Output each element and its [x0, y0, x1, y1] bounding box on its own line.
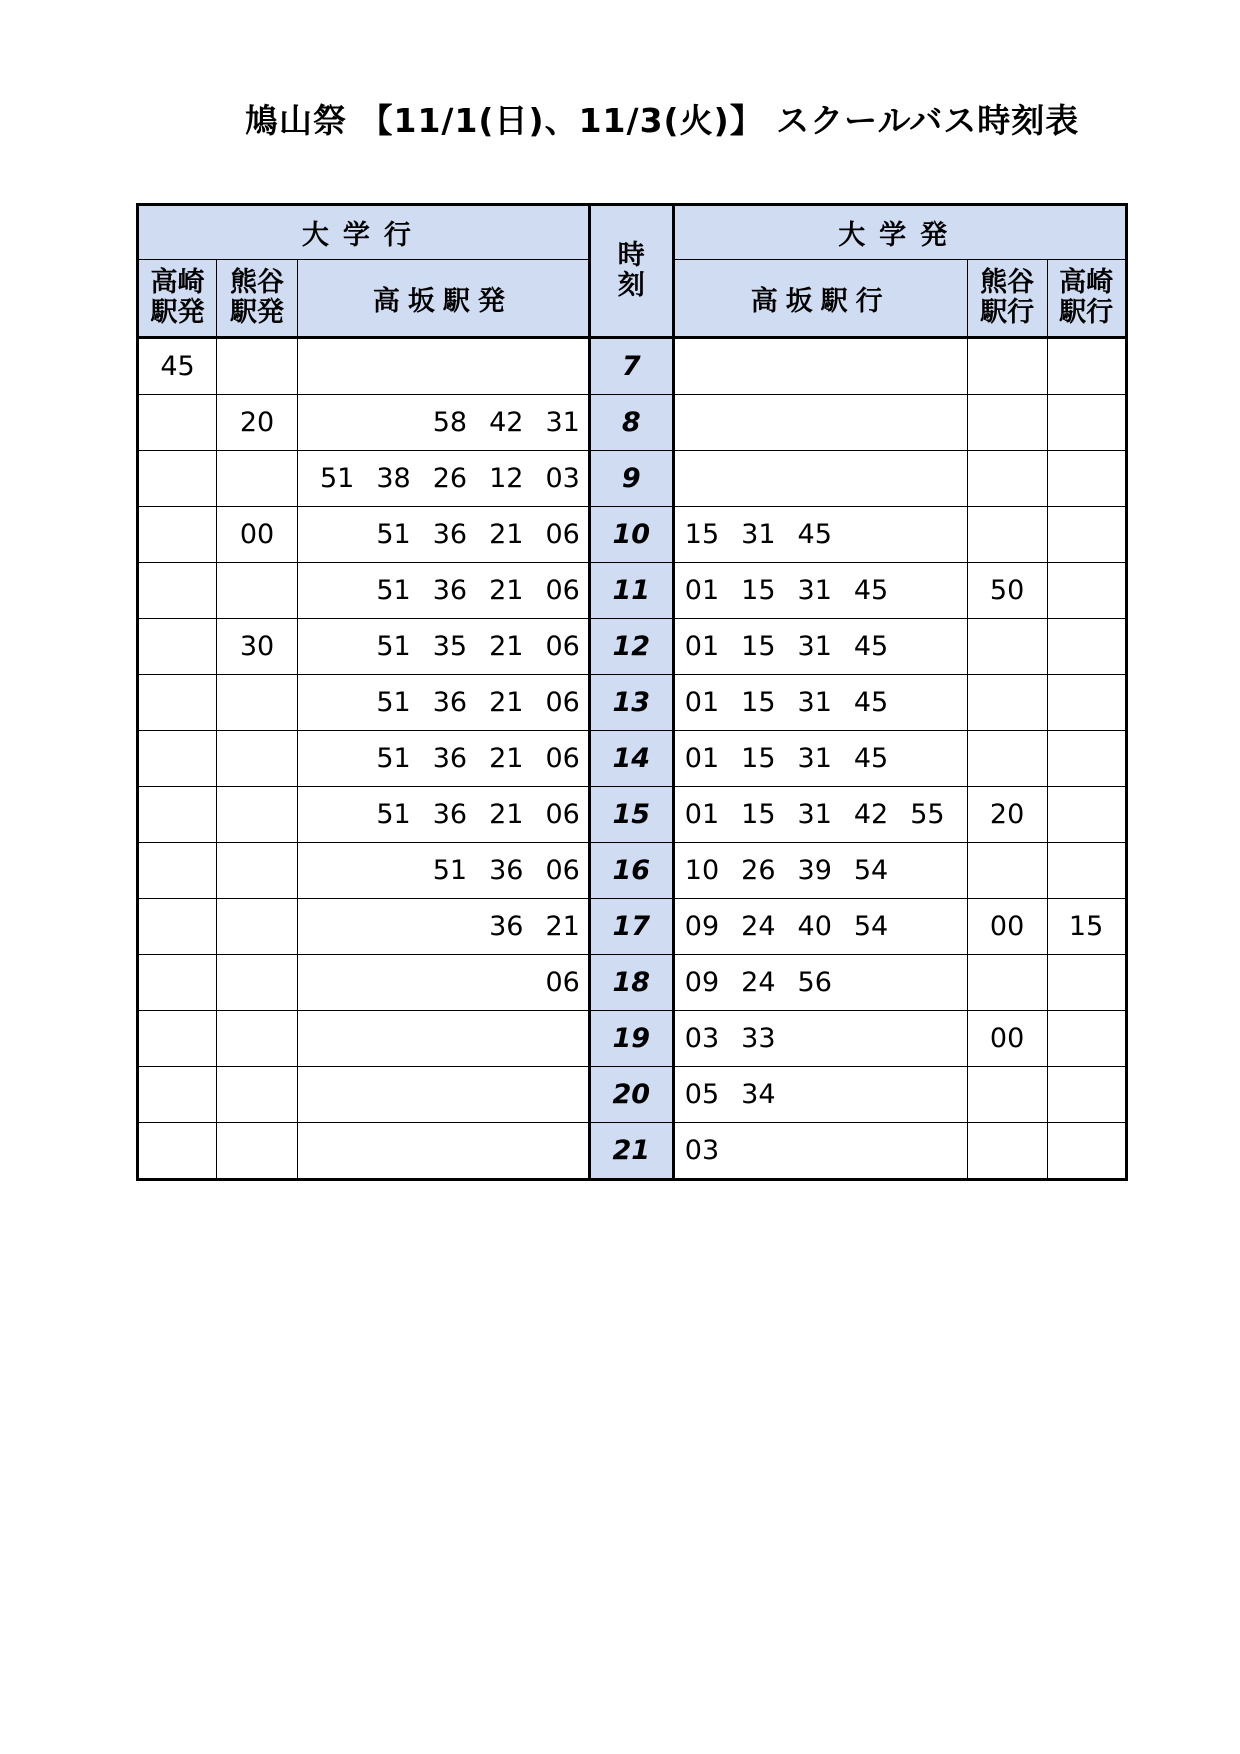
takasaki-departure-cell: [138, 507, 217, 563]
takasaki-arrival-cell: [1047, 507, 1126, 563]
kumagaya-arrival-cell: [967, 338, 1047, 395]
kumagaya-arrival-cell: [967, 955, 1047, 1011]
minute-value: 12: [489, 463, 524, 494]
minute-value: 24: [741, 911, 776, 942]
kumagaya-departure-cell: 20: [217, 395, 298, 451]
minute-value: 21: [489, 631, 524, 662]
takasaka-arrival-cell: [673, 955, 967, 1011]
hour-header-label: 時刻: [617, 240, 645, 301]
takasaki-departure-cell: [138, 451, 217, 507]
minute-value: 36: [432, 575, 468, 606]
takasaka-arrival-cell: [673, 563, 967, 619]
takasaka-departure-cell: [298, 843, 590, 899]
hour-cell: 21: [589, 1123, 673, 1180]
table-row: [138, 731, 1127, 787]
kumagaya-departure-cell: [217, 1067, 298, 1123]
takasaka-arrival-cell: [673, 843, 967, 899]
minute-value: 40: [797, 911, 832, 942]
takasaka-departure-cell: [298, 1067, 590, 1123]
minute-value: 45: [853, 575, 889, 606]
minute-value: 31: [741, 519, 776, 550]
bus-timetable: [136, 203, 1128, 1181]
hour-cell: 10: [589, 507, 673, 563]
minute-value: 45: [797, 519, 832, 550]
minute-value: 24: [741, 967, 776, 998]
kumagaya-departure-cell: 30: [217, 619, 298, 675]
takasaka-departure-cell: [298, 1011, 590, 1067]
kumagaya-arrival-cell: [967, 675, 1047, 731]
takasaka-arrival-cell: [673, 619, 967, 675]
takasaki-arrival-cell: [1047, 675, 1126, 731]
kumagaya-arrival-cell: [967, 1123, 1047, 1180]
minute-value: 01: [684, 575, 720, 606]
takasaka-departure-cell: [298, 899, 590, 955]
minute-value: 01: [684, 743, 720, 774]
takasaki-arrival-cell: [1047, 1123, 1126, 1180]
takasaka-arrival-cell: [673, 731, 967, 787]
table-row: [138, 1123, 1127, 1180]
kumagaya-departure-cell: [217, 675, 298, 731]
takasaki-arrival-cell: [1047, 787, 1126, 843]
hour-cell: 14: [589, 731, 673, 787]
minute-value: 51: [376, 631, 411, 662]
takasaka-departure-cell: [298, 619, 590, 675]
kumagaya-departure-cell: [217, 1011, 298, 1067]
takasaki-departure-cell: [138, 787, 217, 843]
minute-value: 15: [684, 519, 720, 550]
kumagaya-arrival-cell: [967, 843, 1047, 899]
takasaka-arrival-cell: [673, 451, 967, 507]
to-university-header: 大学行: [138, 205, 590, 260]
minute-value: 58: [432, 407, 468, 438]
minute-value: 15: [741, 575, 776, 606]
minute-value: 06: [545, 743, 580, 774]
minute-value: 36: [489, 855, 524, 886]
takasaka-departure-cell: [298, 451, 590, 507]
minute-value: 21: [489, 519, 524, 550]
minute-value: 06: [545, 631, 580, 662]
kumagaya-departure-cell: [217, 843, 298, 899]
minute-value: 51: [320, 463, 355, 494]
minute-value: 36: [432, 687, 468, 718]
kumagaya-departure-cell: [217, 1123, 298, 1180]
kumagaya-departure-cell: [217, 338, 298, 395]
takasaki-departure-label: 高崎駅発: [150, 267, 205, 328]
takasaki-arrival-cell: [1047, 563, 1126, 619]
hour-cell: 19: [589, 1011, 673, 1067]
minute-value: 42: [489, 407, 524, 438]
takasaka-arrival-cell: [673, 338, 967, 395]
minute-value: 31: [545, 407, 580, 438]
kumagaya-arrival-cell: [967, 395, 1047, 451]
minute-value: 21: [489, 575, 524, 606]
takasaki-arrival-header: [1047, 260, 1126, 338]
minute-value: 09: [684, 967, 720, 998]
minute-value: 01: [684, 799, 720, 830]
takasaki-departure-cell: 45: [138, 338, 217, 395]
minute-value: 09: [684, 911, 720, 942]
kumagaya-arrival-cell: [967, 619, 1047, 675]
takasaka-departure-cell: [298, 338, 590, 395]
minute-value: 21: [489, 687, 524, 718]
minute-value: 05: [684, 1079, 720, 1110]
minute-value: 06: [545, 519, 580, 550]
kumagaya-departure-cell: [217, 787, 298, 843]
table-row: [138, 843, 1127, 899]
minute-value: 21: [545, 911, 580, 942]
takasaki-departure-cell: [138, 955, 217, 1011]
kumagaya-arrival-header: [967, 260, 1047, 338]
minute-value: 51: [376, 519, 411, 550]
minute-value: 06: [545, 687, 580, 718]
kumagaya-departure-cell: [217, 955, 298, 1011]
kumagaya-arrival-label: 熊谷駅行: [980, 267, 1035, 328]
minute-value: 06: [545, 855, 580, 886]
takasaki-arrival-cell: [1047, 843, 1126, 899]
kumagaya-departure-cell: [217, 899, 298, 955]
takasaka-arrival-cell: [673, 1123, 967, 1180]
takasaka-arrival-cell: [673, 675, 967, 731]
takasaki-departure-cell: [138, 899, 217, 955]
minute-value: 31: [797, 743, 832, 774]
minute-value: 06: [545, 575, 580, 606]
hour-cell: 18: [589, 955, 673, 1011]
takasaka-departure-cell: [298, 955, 590, 1011]
takasaki-departure-cell: [138, 731, 217, 787]
takasaki-departure-cell: [138, 1011, 217, 1067]
minute-value: 45: [853, 631, 889, 662]
takasaka-departure-cell: [298, 395, 590, 451]
from-university-header: 大学発: [673, 205, 1126, 260]
minute-value: 36: [432, 519, 468, 550]
minute-value: 45: [853, 743, 889, 774]
takasaka-departure-cell: [298, 787, 590, 843]
takasaki-arrival-cell: [1047, 1067, 1126, 1123]
minute-value: 01: [684, 687, 720, 718]
takasaka-arrival-cell: [673, 395, 967, 451]
kumagaya-departure-cell: [217, 731, 298, 787]
hour-cell: 11: [589, 563, 673, 619]
minute-value: 51: [376, 575, 411, 606]
kumagaya-departure-cell: [217, 451, 298, 507]
hour-header: [589, 205, 673, 338]
kumagaya-departure-label: 熊谷駅発: [230, 267, 284, 328]
takasaki-arrival-cell: 15: [1047, 899, 1126, 955]
minute-value: 31: [797, 575, 832, 606]
takasaki-departure-cell: [138, 563, 217, 619]
minute-value: 15: [741, 743, 776, 774]
minute-value: 36: [432, 799, 468, 830]
kumagaya-departure-cell: 00: [217, 507, 298, 563]
hour-cell: 12: [589, 619, 673, 675]
takasaka-arrival-header: 高坂駅行: [673, 260, 967, 338]
takasaki-departure-cell: [138, 675, 217, 731]
kumagaya-departure-cell: [217, 563, 298, 619]
minute-value: 33: [741, 1023, 776, 1054]
minute-value: 26: [432, 463, 468, 494]
takasaki-departure-header: [138, 260, 217, 338]
table-row: [138, 1067, 1127, 1123]
hour-cell: 17: [589, 899, 673, 955]
table-row: [138, 563, 1127, 619]
minute-value: 06: [545, 799, 580, 830]
minute-value: 36: [432, 743, 468, 774]
takasaka-departure-cell: [298, 675, 590, 731]
minute-value: 39: [797, 855, 832, 886]
minute-value: 51: [376, 743, 411, 774]
minute-value: 36: [489, 911, 524, 942]
kumagaya-arrival-cell: 00: [967, 899, 1047, 955]
takasaki-arrival-cell: [1047, 395, 1126, 451]
takasaki-arrival-cell: [1047, 338, 1126, 395]
takasaka-arrival-cell: [673, 1011, 967, 1067]
minute-value: 21: [489, 743, 524, 774]
hour-cell: 15: [589, 787, 673, 843]
takasaka-arrival-cell: [673, 787, 967, 843]
kumagaya-arrival-cell: 00: [967, 1011, 1047, 1067]
takasaki-departure-cell: [138, 619, 217, 675]
minute-value: 01: [684, 631, 720, 662]
minute-value: 03: [684, 1023, 720, 1054]
takasaka-departure-cell: [298, 731, 590, 787]
hour-cell: 13: [589, 675, 673, 731]
minute-value: 54: [853, 855, 889, 886]
takasaki-departure-cell: [138, 843, 217, 899]
minute-value: 26: [741, 855, 776, 886]
table-row: [138, 899, 1127, 955]
takasaka-departure-header: 高坂駅発: [298, 260, 590, 338]
takasaki-departure-cell: [138, 395, 217, 451]
minute-value: 03: [545, 463, 580, 494]
takasaka-arrival-cell: [673, 1067, 967, 1123]
hour-cell: 9: [589, 451, 673, 507]
table-row: [138, 395, 1127, 451]
minute-value: 06: [545, 967, 580, 998]
takasaka-arrival-cell: [673, 899, 967, 955]
minute-value: 51: [376, 687, 411, 718]
takasaki-departure-cell: [138, 1067, 217, 1123]
minute-value: 15: [741, 799, 776, 830]
hour-cell: 8: [589, 395, 673, 451]
minute-value: 45: [853, 687, 889, 718]
kumagaya-arrival-cell: [967, 731, 1047, 787]
kumagaya-arrival-cell: 20: [967, 787, 1047, 843]
table-row: [138, 675, 1127, 731]
takasaki-arrival-cell: [1047, 1011, 1126, 1067]
takasaka-departure-cell: [298, 1123, 590, 1180]
minute-value: 31: [797, 799, 832, 830]
takasaki-departure-cell: [138, 1123, 217, 1180]
minute-value: 10: [684, 855, 720, 886]
takasaka-departure-cell: [298, 563, 590, 619]
minute-value: 42: [853, 799, 889, 830]
hour-cell: 16: [589, 843, 673, 899]
kumagaya-arrival-cell: [967, 1067, 1047, 1123]
minute-value: 56: [797, 967, 832, 998]
minute-value: 15: [741, 687, 776, 718]
table-row: [138, 451, 1127, 507]
minute-value: 31: [797, 687, 832, 718]
minute-value: 51: [432, 855, 468, 886]
minute-value: 15: [741, 631, 776, 662]
takasaki-arrival-label: 高崎駅行: [1059, 267, 1114, 328]
kumagaya-departure-header: [217, 260, 298, 338]
takasaki-arrival-cell: [1047, 619, 1126, 675]
minute-value: 34: [741, 1079, 776, 1110]
takasaka-arrival-cell: [673, 507, 967, 563]
table-row: [138, 1011, 1127, 1067]
minute-value: 35: [432, 631, 468, 662]
minute-value: 51: [376, 799, 411, 830]
minute-value: 21: [489, 799, 524, 830]
table-row: [138, 507, 1127, 563]
hour-cell: 7: [589, 338, 673, 395]
table-row: [138, 338, 1127, 395]
hour-cell: 20: [589, 1067, 673, 1123]
kumagaya-arrival-cell: [967, 451, 1047, 507]
kumagaya-arrival-cell: 50: [967, 563, 1047, 619]
kumagaya-arrival-cell: [967, 507, 1047, 563]
minute-value: 54: [853, 911, 889, 942]
table-row: [138, 955, 1127, 1011]
takasaki-arrival-cell: [1047, 451, 1126, 507]
minute-value: 38: [376, 463, 411, 494]
minute-value: 55: [910, 799, 945, 830]
takasaka-departure-cell: [298, 507, 590, 563]
page-title: 鳩山祭 【11/1(日)、11/3(火)】 スクールバス時刻表: [245, 101, 1080, 140]
takasaki-arrival-cell: [1047, 731, 1126, 787]
takasaki-arrival-cell: [1047, 955, 1126, 1011]
minute-value: 31: [797, 631, 832, 662]
minute-value: 03: [684, 1135, 720, 1166]
table-row: [138, 787, 1127, 843]
table-row: [138, 619, 1127, 675]
